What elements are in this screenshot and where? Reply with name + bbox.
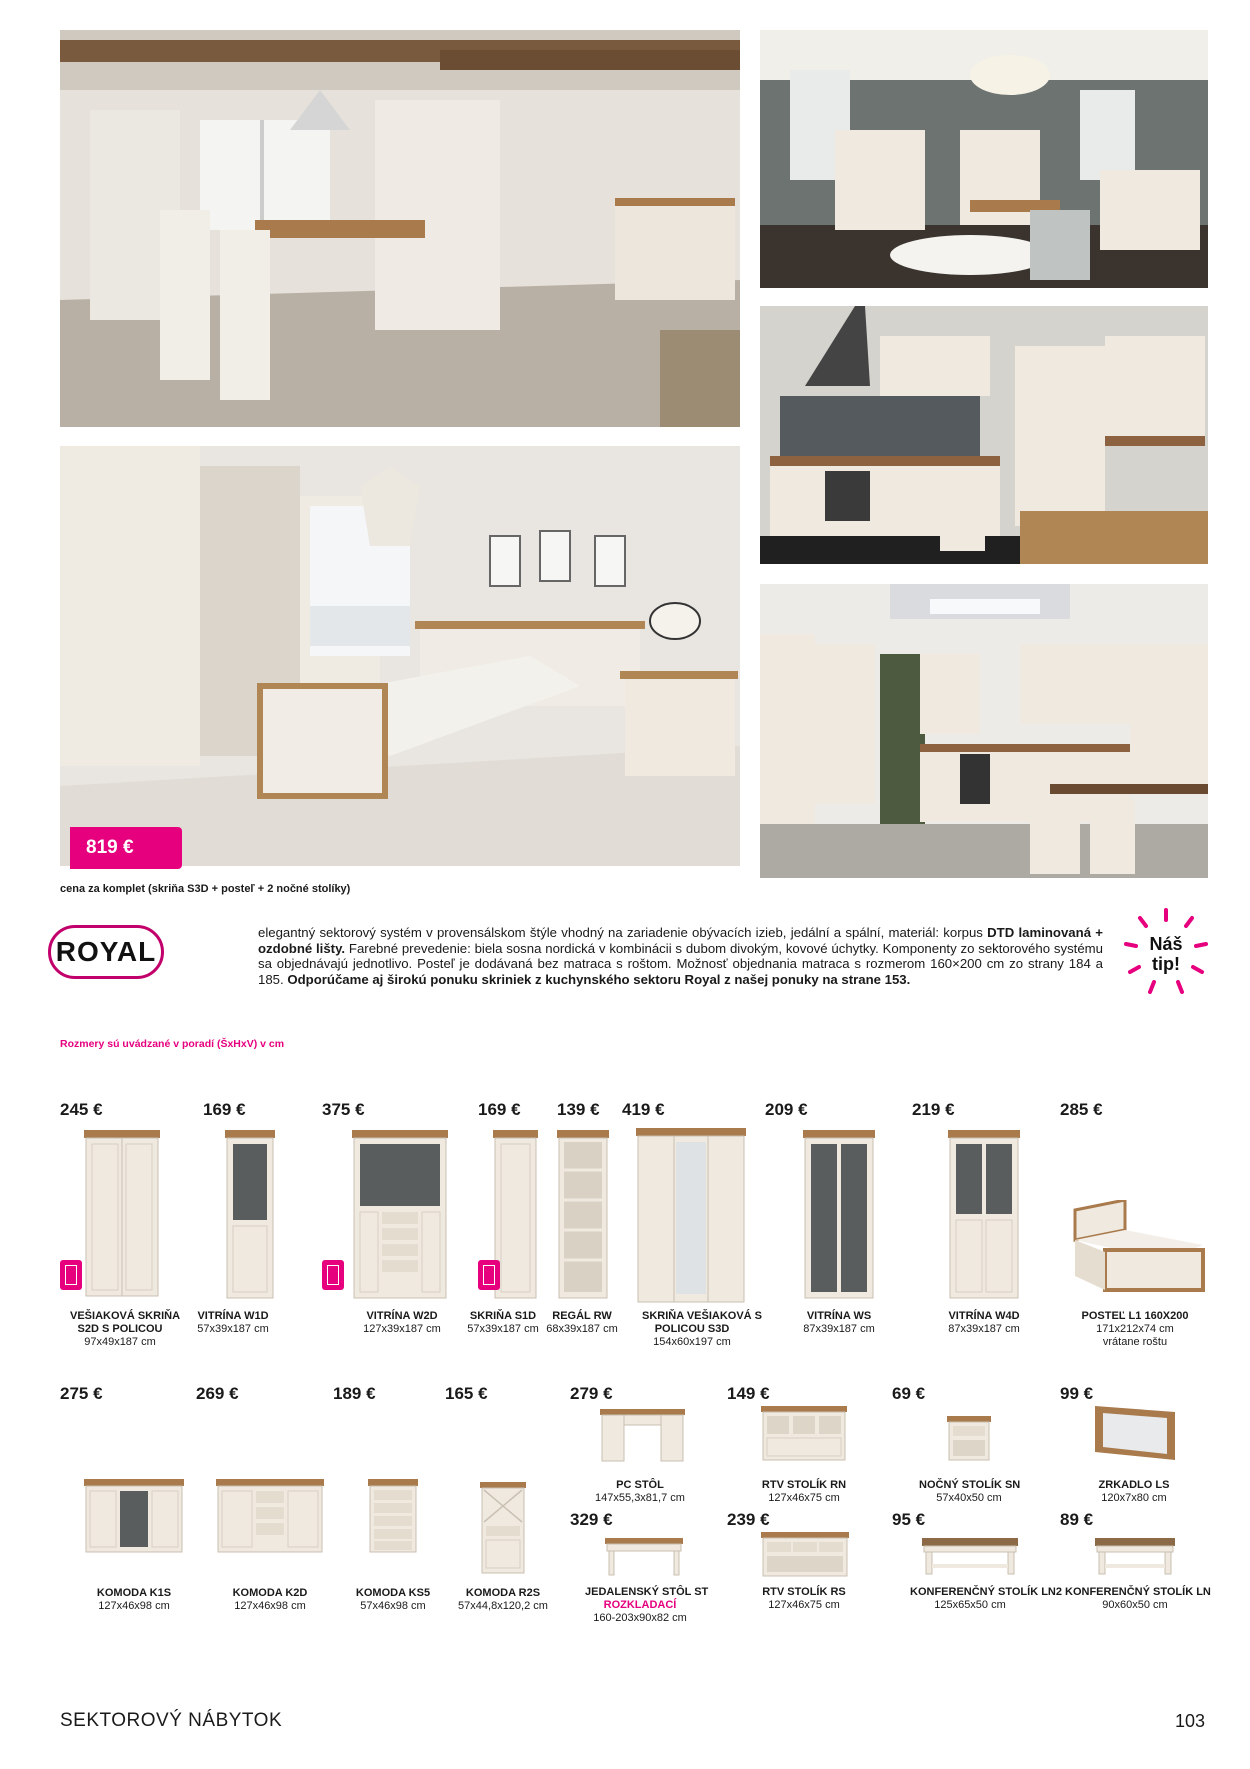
intro-bold-2: Odporúčame aj širokú ponuku skriniek z kuchynského sektoru Royal z našej ponuky na strane 153. [287,971,911,987]
badge-line-2: tip! [1152,954,1180,974]
product-name: VITRÍNA W4D [948,1310,1020,1322]
product-price: 285 € [1060,1100,1103,1119]
product-price: 275 € [60,1384,103,1403]
product-name: NOČNÝ STOLÍK SN [919,1479,1021,1491]
coffee-table-image [1095,1538,1175,1576]
product-price: 149 € [727,1384,770,1403]
mirror-image [1095,1406,1175,1461]
product-price: 219 € [912,1100,955,1119]
product-dims: 57x44,8x120,2 cm [458,1600,548,1612]
product-price: 95 € [892,1510,926,1529]
product-dims: 57x39x187 cm [467,1323,539,1335]
product-dims: 127x39x187 cm [363,1323,441,1335]
product-price: 239 € [727,1510,770,1529]
product-price: 69 € [892,1384,926,1403]
hanger-badge-icon [60,1260,82,1290]
vitrine-image [225,1130,275,1302]
nas-tip-badge [1122,908,1210,996]
product-name: ZRKADLO LS [1098,1479,1170,1491]
dresser-image [216,1479,324,1555]
dimension-note: Rozmery sú uvádzané v poradí (ŠxHxV) v cm [60,1038,285,1050]
product-name: KOMODA K1S [96,1587,172,1599]
product-name-2: POLICOU S3D [654,1323,730,1335]
product-price: 419 € [622,1100,665,1119]
dresser-image [84,1479,184,1555]
product-dims: 87x39x187 cm [803,1323,875,1335]
product-name: JEDALENSKÝ STÔL ST [585,1586,709,1598]
product-price: 169 € [478,1100,521,1119]
product-dims: 87x39x187 cm [948,1323,1020,1335]
product-price: 139 € [557,1100,600,1119]
product-dims: 171x212x74 cm [1096,1323,1174,1335]
product-extra: vrátane roštu [1102,1336,1168,1348]
product-price: 99 € [1060,1384,1094,1403]
bed-image [1065,1200,1205,1295]
product-dims: 57x40x50 cm [936,1492,1002,1504]
product-dims: 57x46x98 cm [360,1600,426,1612]
product-price: 169 € [203,1100,246,1119]
product-price: 375 € [322,1100,365,1119]
product-dims: 147x55,3x81,7 cm [595,1492,685,1504]
hanger-badge-icon [478,1260,500,1290]
nightstand-image [947,1416,991,1464]
living-room-photo [760,30,1208,288]
product-dims: 127x46x98 cm [234,1600,306,1612]
desk-image [600,1409,685,1464]
product-name: VITRÍNA W1D [197,1310,269,1322]
product-name: KOMODA KS5 [355,1587,431,1599]
intro-part-2: Farebné prevedenie: biela sosna nordická v kombinácii s dubom divokým, kovové úchytky. Komponenty zo sektorového systému sa objednávajú jednotlivo. Posteľ je dodávaná bez matraca s roštom. Možnosť objednania matraca s rozmerom 160×200 cm zo strany 184 a 185. [258,940,1103,987]
product-name: SKRIŇA S1D [469,1310,537,1322]
product-price: 189 € [333,1384,376,1403]
product-name: SKRIŇA VEŠIAKOVÁ S [642,1310,763,1322]
page-number: 103 [1175,1711,1206,1731]
product-name: VITRÍNA WS [806,1310,872,1322]
product-price: 279 € [570,1384,613,1403]
product-name: POSTEĽ L1 160X200 [1081,1310,1189,1322]
tv-stand-image [761,1406,847,1464]
coffee-table-image [922,1538,1018,1576]
dining-table-image [605,1538,683,1576]
product-name: REGÁL RW [552,1310,612,1322]
hanger-badge-icon [322,1260,344,1290]
dining-room-photo [60,30,740,427]
intro-text [258,925,1103,987]
bedroom-photo [60,446,740,866]
product-price: 329 € [570,1510,613,1529]
product-dims: 68x39x187 cm [546,1323,618,1335]
product-price: 89 € [1060,1510,1094,1529]
product-dims: 125x65x50 cm [934,1599,1006,1611]
product-dims: 127x46x75 cm [768,1492,840,1504]
dresser-image [368,1479,418,1555]
vitrine-image [352,1130,448,1302]
product-dims: 120x7x80 cm [1101,1492,1167,1504]
product-price: 165 € [445,1384,488,1403]
set-price-tag: 819 € [70,827,182,869]
product-name: VITRÍNA W2D [366,1310,438,1322]
product-name: RTV STOLÍK RN [761,1479,847,1491]
badge-line-1: Náš [1149,934,1183,954]
intro-bold-1: DTD laminovaná + ozdobné lišty. [258,925,1103,956]
product-price: 245 € [60,1100,103,1119]
wine-rack-image [480,1482,526,1577]
kitchen-photo [760,306,1208,564]
product-name-2: S2D S POLICOU [77,1323,163,1335]
product-dims: 57x39x187 cm [197,1323,269,1335]
set-price-caption: cena za komplet (skriňa S3D + posteľ + 2 nočné stolíky) [60,883,351,895]
vitrine-image [948,1130,1020,1302]
wardrobe-image [636,1128,746,1306]
royal-logo: ROYAL [48,925,164,979]
kitchen-dining-photo [760,584,1208,878]
intro-part-1: elegantný sektorový systém v provensálskom štýle vhodný na zariadenie obývacích izieb, jedální a spální, materiál: korpus [258,925,988,940]
product-name: KOMODA K2D [232,1587,308,1599]
product-name: RTV STOLÍK RS [762,1586,846,1598]
product-extra: ROZKLADACÍ [603,1599,677,1611]
product-dims: 127x46x98 cm [98,1600,170,1612]
product-name: KONFERENČNÝ STOLÍK LN2 [910,1586,1062,1598]
product-dims: 127x46x75 cm [768,1599,840,1611]
vitrine-image [803,1130,875,1302]
product-name: PC STÔL [616,1479,664,1491]
product-name: VEŠIAKOVÁ SKRIŇA [70,1310,181,1322]
product-name: KONFERENČNÝ STOLÍK LN [1065,1586,1211,1598]
product-price: 269 € [196,1384,239,1403]
product-name: KOMODA R2S [465,1587,541,1599]
product-price: 209 € [765,1100,808,1119]
product-dims: 154x60x197 cm [653,1336,731,1348]
product-dims: 90x60x50 cm [1102,1599,1168,1611]
wardrobe-image [82,1130,162,1300]
shelf-image [557,1130,609,1302]
product-dims: 97x49x187 cm [84,1336,156,1348]
section-title: SEKTOROVÝ NÁBYTOK [60,1710,283,1731]
product-dims: 160-203x90x82 cm [593,1612,687,1624]
tv-stand-image [761,1532,849,1580]
